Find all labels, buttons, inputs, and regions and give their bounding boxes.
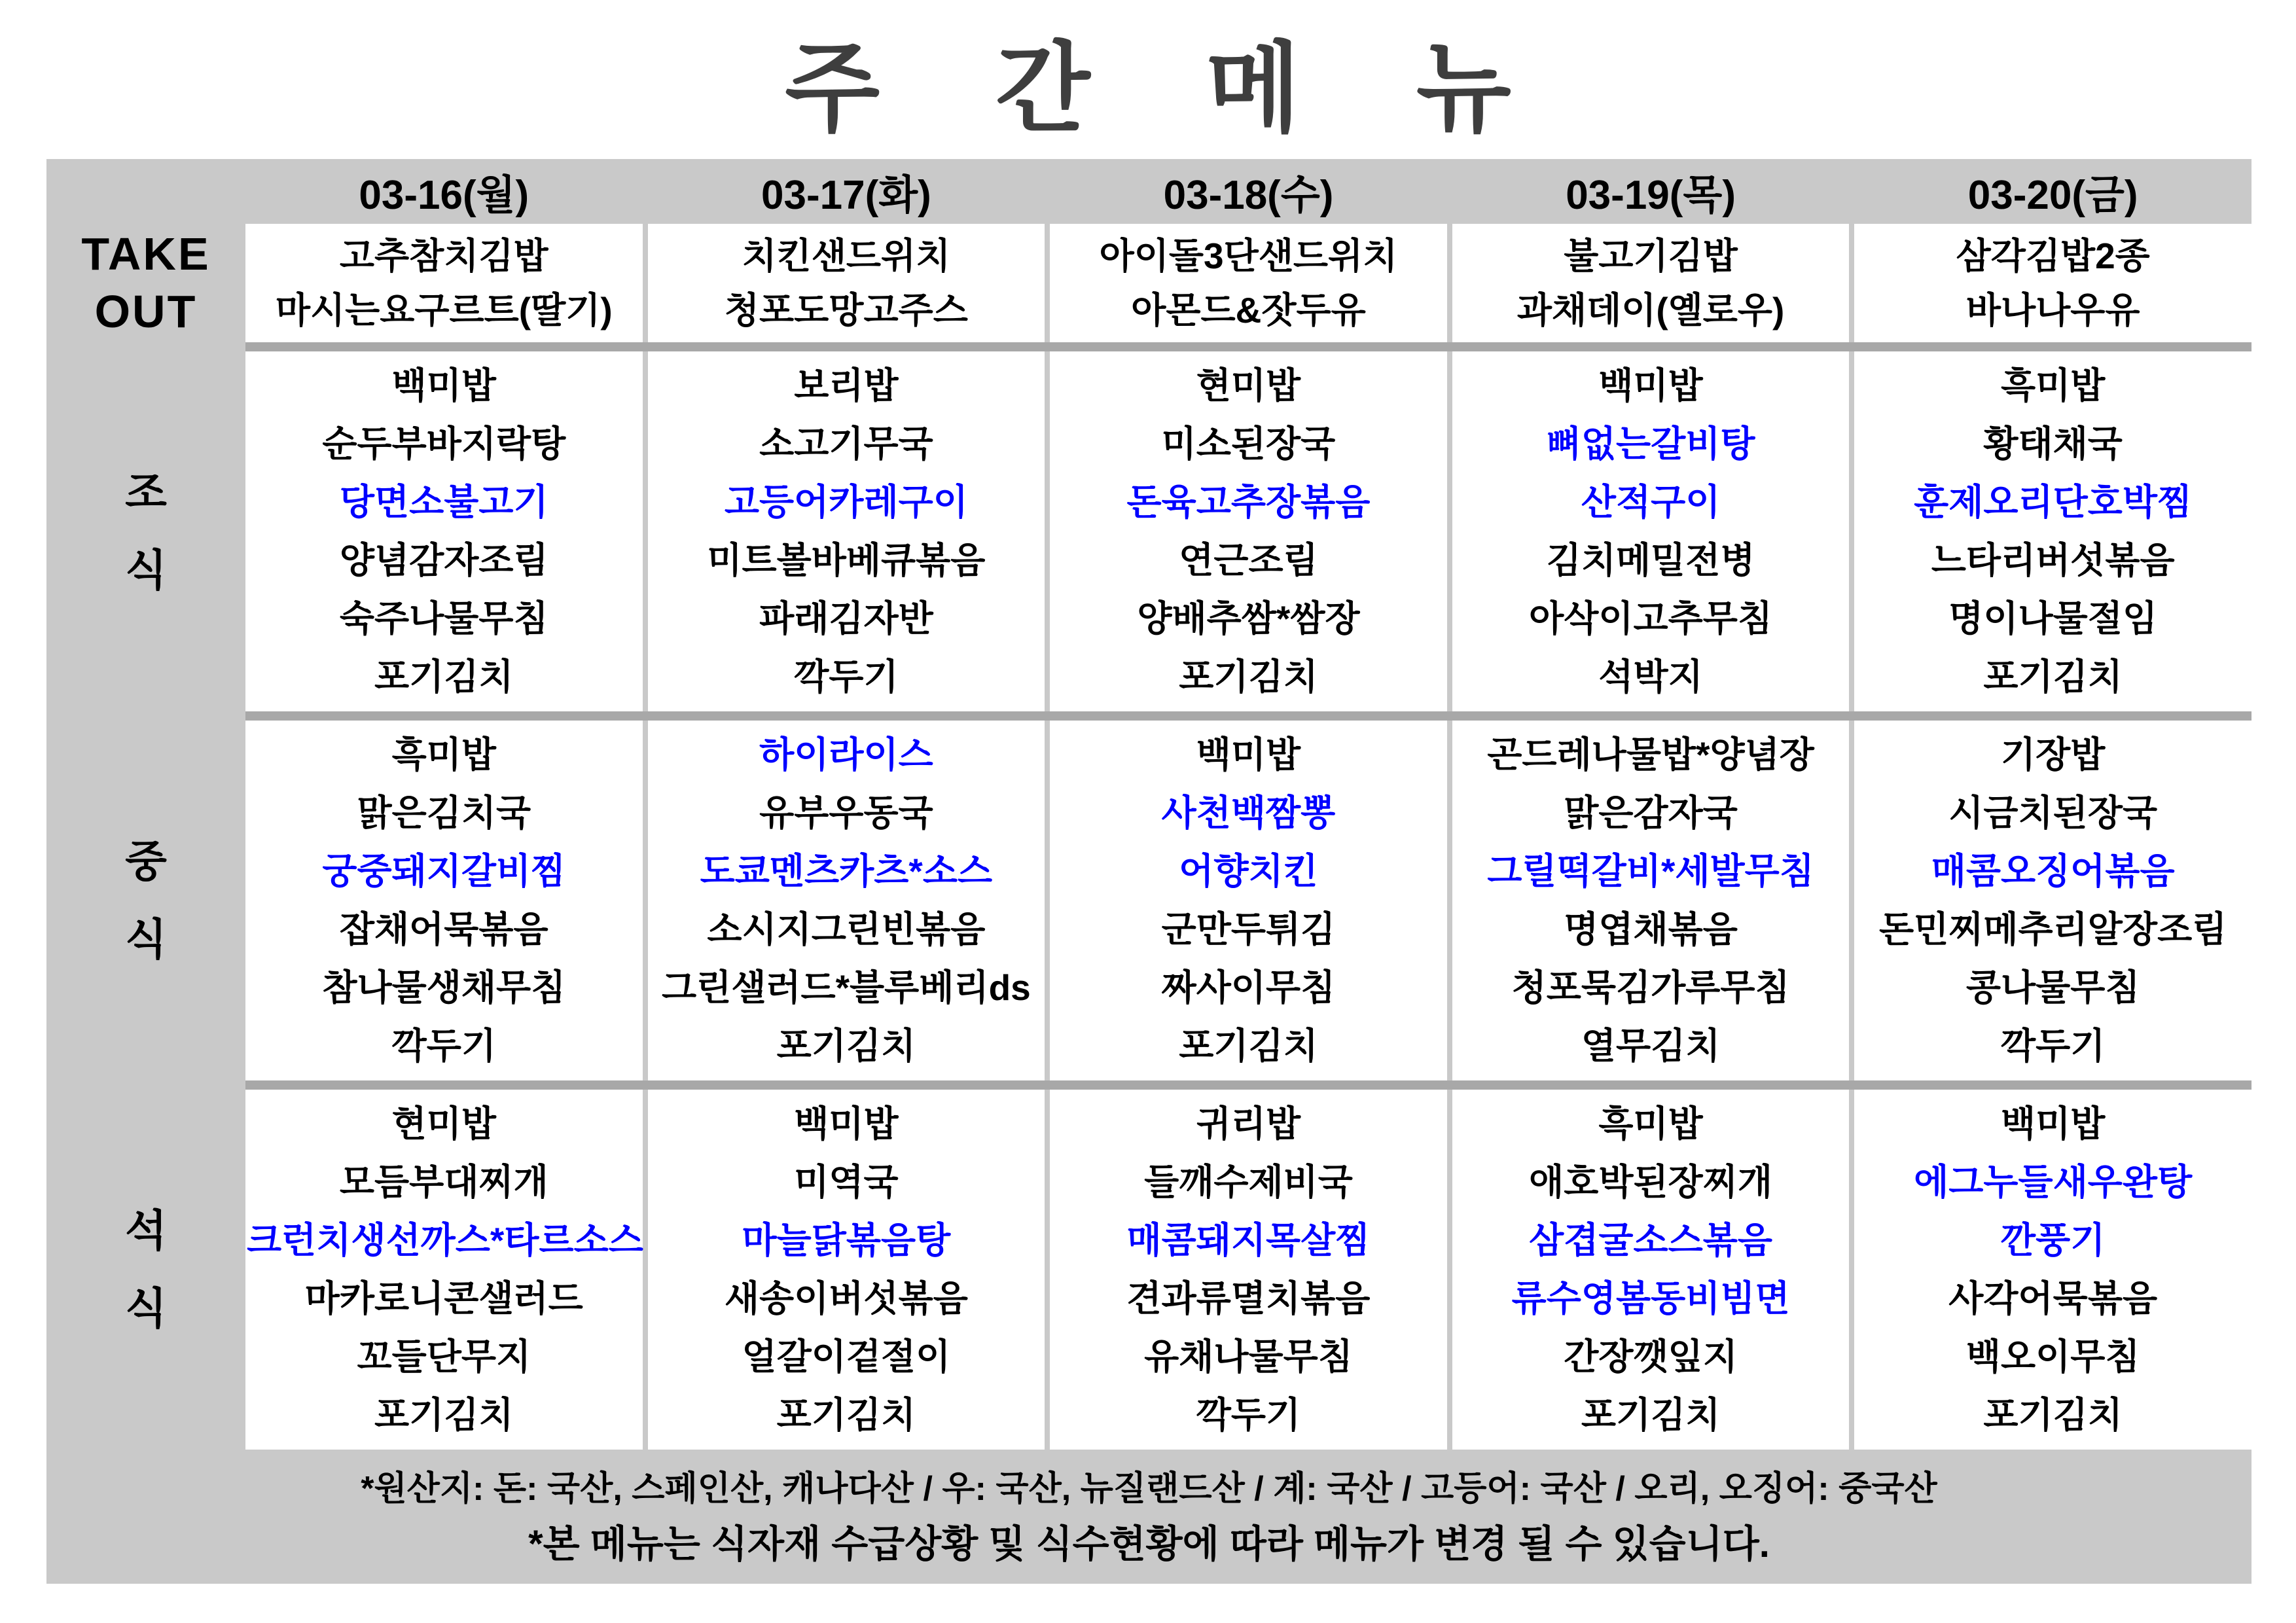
menu-item: 불고기김밥 [1564, 236, 1738, 276]
menu-item: 새송이버섯볶음 [724, 1278, 968, 1319]
row-label-takeout-line1: TAKE [81, 228, 211, 279]
menu-item: 백미밥 [794, 1103, 899, 1145]
menu-cell-lunch [1854, 721, 2251, 1080]
menu-item: 열무김치 [1581, 1026, 1721, 1067]
menu-item: 짜사이무침 [1161, 967, 1336, 1008]
menu-item: 맑은김치국 [357, 793, 531, 834]
date-header: 03-18(수) [1163, 173, 1334, 218]
menu-cell-lunch [648, 721, 1045, 1080]
menu-item: 들깨수제비국 [1144, 1162, 1353, 1203]
days-grid [245, 159, 2251, 1450]
menu-item: 포기김치 [1179, 1026, 1318, 1067]
menu-item: 유채나물무침 [1144, 1336, 1353, 1378]
menu-item: 고추참치김밥 [339, 236, 548, 276]
menu-item: 느타리버섯볶음 [1931, 540, 2175, 581]
date-header: 03-19(목) [1566, 173, 1736, 218]
menu-item: 궁중돼지갈비찜 [322, 851, 566, 892]
menu-item: 애호박된장찌개 [1529, 1162, 1773, 1203]
menu-item: 포기김치 [374, 656, 514, 698]
menu-cell-takeout [648, 224, 1045, 342]
menu-item: 군만두튀김 [1161, 909, 1336, 950]
menu-item: 곤드레나물밥*양념장 [1487, 734, 1814, 776]
menu-item: 소고기무국 [759, 423, 933, 465]
menu-item: 명이나물절임 [1948, 598, 2158, 639]
menu-item: 유부우동국 [759, 793, 933, 834]
menu-item: 소시지그린빈볶음 [707, 909, 986, 950]
page-title: 주 간 메 뉴 [785, 33, 1556, 143]
menu-item: 파래김자반 [759, 598, 933, 639]
menu-item: 아이돌3단샌드위치 [1099, 236, 1398, 276]
menu-item: 포기김치 [776, 1026, 916, 1067]
menu-item: 백미밥 [391, 365, 496, 406]
menu-item: 기장밥 [2000, 734, 2106, 776]
row-label-breakfast-char2: 식 [125, 546, 167, 594]
menu-item: 크런치생선까스*타르소스 [247, 1220, 643, 1261]
label-gap [46, 1080, 245, 1090]
menu-cell-lunch [1452, 721, 1850, 1080]
menu-item: 청포묵김가루무침 [1511, 967, 1790, 1008]
menu-item: 과채데이(옐로우) [1516, 289, 1785, 330]
menu-item: 도쿄멘츠카츠*소스 [700, 851, 993, 892]
menu-cell-breakfast [1050, 351, 1447, 711]
menu-item: 모듬부대찌개 [339, 1162, 548, 1203]
menu-item: 미트볼바베큐볶음 [707, 540, 986, 581]
menu-cell-takeout [245, 224, 643, 342]
menu-item: 황태채국 [1983, 423, 2123, 465]
menu-item: 간장깻잎지 [1564, 1336, 1738, 1378]
menu-item: 숙주나물무침 [339, 598, 548, 639]
menu-item: 돈민찌메추리알장조림 [1879, 909, 2227, 950]
row-label-lunch [46, 721, 245, 1080]
menu-item: 매콤오징어볶음 [1931, 851, 2175, 892]
menu-item: 류수영봄동비빔면 [1511, 1278, 1790, 1319]
menu-item: 백미밥 [1196, 734, 1301, 776]
row-separator [245, 342, 2251, 351]
row-separator [245, 711, 2251, 721]
menu-cell-breakfast [648, 351, 1045, 711]
menu-item: 맑은감자국 [1564, 793, 1738, 834]
menu-item: 포기김치 [374, 1395, 514, 1436]
menu-item: 산적구이 [1581, 482, 1721, 523]
menu-item: 콩나물무침 [1965, 967, 2140, 1008]
menu-cell-breakfast [1452, 351, 1850, 711]
menu-item: 돈육고추장볶음 [1126, 482, 1371, 523]
menu-item: 포기김치 [1179, 656, 1318, 698]
date-header: 03-16(월) [359, 173, 529, 218]
row-label-breakfast [46, 351, 245, 711]
menu-item: 치킨샌드위치 [742, 236, 951, 276]
menu-item: 귀리밥 [1196, 1103, 1301, 1145]
menu-item: 어향치킨 [1179, 851, 1318, 892]
menu-item: 미소된장국 [1161, 423, 1336, 465]
menu-item: 백미밥 [2000, 1103, 2106, 1145]
menu-item: 흑미밥 [2000, 365, 2106, 406]
menu-cell-breakfast [1854, 351, 2251, 711]
menu-item: 마늘닭볶음탕 [742, 1220, 951, 1261]
menu-item: 참나물생채무침 [322, 967, 566, 1008]
menu-cell-dinner [648, 1090, 1045, 1450]
row-separator [245, 1080, 2251, 1090]
menu-item: 삼각김밥2종 [1956, 236, 2150, 276]
footer-origin-note: *원산지: 돈: 국산, 스페인산, 캐나다산 / 우: 국산, 뉴질랜드산 / 계: 국산 / 고등어: 국산 / 오리, 오징어: 중국산 [361, 1469, 1937, 1508]
label-header-spacer [46, 159, 245, 224]
menu-item: 바나나우유 [1965, 289, 2140, 330]
menu-item: 현미밥 [1196, 365, 1301, 406]
menu-item: 아삭이고추무침 [1529, 598, 1773, 639]
menu-item: 양배추쌈*쌈장 [1137, 598, 1360, 639]
menu-cell-lunch [1050, 721, 1447, 1080]
menu-cell-lunch [245, 721, 643, 1080]
menu-item: 양념감자조림 [339, 540, 548, 581]
menu-item: 훈제오리단호박찜 [1914, 482, 2193, 523]
menu-cell-takeout [1050, 224, 1447, 342]
menu-item: 사각어묵볶음 [1948, 1278, 2158, 1319]
menu-item: 마시는요구르트(딸기) [275, 289, 613, 330]
menu-item: 잡채어묵볶음 [339, 909, 548, 950]
row-label-takeout [46, 224, 245, 342]
menu-item: 삼겹굴소스볶음 [1529, 1220, 1773, 1261]
menu-item: 포기김치 [776, 1395, 916, 1436]
menu-item: 흑미밥 [1598, 1103, 1703, 1145]
row-label-dinner-char1: 석 [125, 1206, 167, 1255]
menu-cell-takeout [1854, 224, 2251, 342]
menu-cell-takeout [1452, 224, 1850, 342]
menu-item: 깍두기 [391, 1026, 496, 1067]
weekly-menu-table [46, 159, 2251, 1584]
menu-cell-dinner [245, 1090, 643, 1450]
table-footer [46, 1450, 2251, 1584]
menu-item: 포기김치 [1581, 1395, 1721, 1436]
footer-change-notice: *본 메뉴는 식자재 수급상황 및 식수현황에 따라 메뉴가 변경 될 수 있습니다. [528, 1522, 1770, 1565]
menu-item: 보리밥 [794, 365, 899, 406]
menu-cell-dinner [1452, 1090, 1850, 1450]
menu-item: 순두부바지락탕 [322, 423, 566, 465]
menu-item: 명엽채볶음 [1564, 909, 1738, 950]
menu-item: 깍두기 [794, 656, 899, 698]
table-main [46, 159, 2251, 1450]
menu-item: 깍두기 [1196, 1395, 1301, 1436]
menu-item: 청포도망고주스 [724, 289, 968, 330]
menu-item: 포기김치 [1983, 1395, 2123, 1436]
row-label-lunch-char2: 식 [125, 915, 167, 963]
row-label-dinner [46, 1090, 245, 1450]
menu-item: 깍두기 [2000, 1026, 2106, 1067]
menu-item: 석박지 [1598, 656, 1703, 698]
row-label-column [46, 159, 245, 1450]
menu-item: 흑미밥 [391, 734, 496, 776]
menu-cell-breakfast [245, 351, 643, 711]
menu-item: 에그누들새우완탕 [1914, 1162, 2193, 1203]
menu-cell-dinner [1854, 1090, 2251, 1450]
menu-item: 하이라이스 [759, 734, 933, 776]
row-label-lunch-char1: 중 [125, 837, 167, 886]
menu-item: 뼈없는갈비탕 [1546, 423, 1755, 465]
menu-item: 시금치된장국 [1948, 793, 2158, 834]
menu-item: 연근조림 [1179, 540, 1318, 581]
row-label-takeout-line2: OUT [94, 285, 198, 337]
menu-item: 고등어카레구이 [724, 482, 968, 523]
menu-item: 마카로니콘샐러드 [304, 1278, 583, 1319]
date-header: 03-20(금) [1967, 173, 2138, 218]
menu-item: 그린샐러드*블루베리ds [662, 967, 1031, 1008]
menu-item: 미역국 [794, 1162, 899, 1203]
row-label-breakfast-char1: 조 [125, 468, 167, 517]
menu-cell-dinner [1050, 1090, 1447, 1450]
menu-item: 백오이무침 [1965, 1336, 2140, 1378]
menu-item: 현미밥 [391, 1103, 496, 1145]
label-gap [46, 342, 245, 351]
menu-item: 얼갈이겉절이 [742, 1336, 951, 1378]
menu-item: 백미밥 [1598, 365, 1703, 406]
menu-item: 김치메밀전병 [1546, 540, 1755, 581]
menu-item: 그릴떡갈비*세발무침 [1487, 851, 1814, 892]
date-header: 03-17(화) [761, 173, 931, 218]
menu-item: 아몬드&잣두유 [1131, 289, 1366, 330]
menu-item: 견과류멸치볶음 [1126, 1278, 1371, 1319]
menu-item: 당면소불고기 [339, 482, 548, 523]
menu-item: 꼬들단무지 [357, 1336, 531, 1378]
menu-item: 사천백짬뽕 [1161, 793, 1336, 834]
menu-item: 매콤돼지목살찜 [1126, 1220, 1371, 1261]
row-label-dinner-char2: 식 [125, 1284, 167, 1332]
menu-item: 깐풍기 [2000, 1220, 2106, 1261]
label-gap [46, 711, 245, 721]
menu-item: 포기김치 [1983, 656, 2123, 698]
